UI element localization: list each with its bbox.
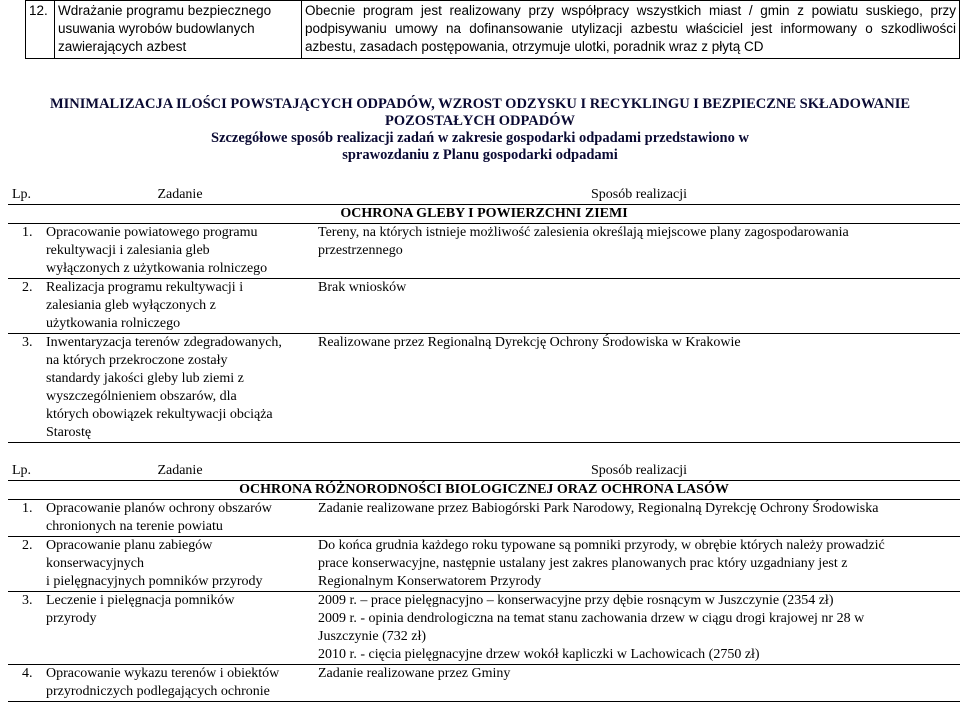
heading-line: sprawozdaniu z Planu gospodarki odpadami — [342, 147, 618, 163]
task-line: wyszczególnieniem obszarów, dla — [46, 389, 237, 404]
task-line: przyrody — [46, 611, 97, 626]
column-header-lp: Lp. — [8, 462, 46, 481]
task-line: Leczenie i pielęgnacja pomników — [46, 593, 235, 608]
method-cell — [314, 665, 960, 702]
method-line: 2009 r. - opinia dendrologiczna na temat stanu zachowania drzew w ciągu drogi krajowej nr 28 w — [318, 611, 865, 626]
method-cell — [314, 279, 960, 334]
table-row — [8, 665, 960, 702]
section-row — [8, 205, 960, 224]
method-line: Juszczynie (732 zł) — [318, 629, 427, 644]
method-cell — [314, 537, 960, 592]
method-cell — [314, 334, 960, 443]
column-header-method: Sposób realizacji — [314, 186, 960, 205]
table-row — [8, 500, 960, 537]
method-cell — [314, 224, 960, 279]
task-line: Starostę — [46, 425, 92, 440]
heading-line: Szczegółowe sposób realizacji zadań w zakresie gospodarki odpadami przedstawiono w — [211, 130, 749, 146]
task-cell: Wdrażanie programu bezpiecznego usuwania wyrobów budowlanych zawierających azbest — [55, 1, 302, 59]
task-cell — [46, 537, 314, 592]
task-line: na których przekroczone zostały — [46, 353, 228, 368]
task-line: Opracowanie powiatowego programu — [46, 225, 258, 240]
method-line: Zadanie realizowane przez Gminy — [318, 666, 511, 681]
row-number: 2. — [8, 537, 46, 592]
method-line: przestrzennego — [318, 243, 403, 258]
table-row — [8, 334, 960, 443]
method-line: 2010 r. - cięcia pielęgnacyjne drzew wokół kapliczki w Lachowicach (2750 zł) — [318, 647, 760, 662]
task-line: Inwentaryzacja terenów zdegradowanych, — [46, 335, 282, 350]
table-row — [26, 1, 960, 59]
table-row — [8, 537, 960, 592]
method-line: 2009 r. – prace pielęgnacyjno – konserwacyjne przy dębie rosnącym w Juszczynie (2354 zł) — [318, 593, 834, 608]
task-line: których obowiązek rekultywacji obciąża — [46, 407, 273, 422]
task-cell — [46, 279, 314, 334]
biodiversity-table — [8, 462, 960, 702]
column-header-lp: Lp. — [8, 186, 46, 205]
column-header-method: Sposób realizacji — [314, 462, 960, 481]
task-cell — [46, 592, 314, 665]
method-line: prace konserwacyjne, następnie ustalany jest zakres planowanych prac który uzgadniany jest z — [318, 556, 848, 571]
heading-line: MINIMALIZACJA ILOŚCI POWSTAJĄCYCH ODPADÓW, WZROST ODZYSKU I RECYKLINGU I BEZPIECZNE SKŁADOWANIE — [49, 96, 911, 112]
row-number: 4. — [8, 665, 46, 702]
section-row — [8, 481, 960, 500]
task-line: Opracowanie planów ochrony obszarów — [46, 501, 272, 516]
task-line: Opracowanie wykazu terenów i obiektów — [46, 666, 280, 681]
row-number: 1. — [8, 500, 46, 537]
task-cell — [46, 665, 314, 702]
task-line: Realizacja programu rekultywacji i — [46, 280, 244, 295]
task-line: wyłączonych z użytkowania rolniczego — [46, 261, 268, 276]
task-line: użytkowania rolniczego — [46, 316, 181, 331]
column-header-task: Zadanie — [46, 462, 314, 481]
section-title: OCHRONA GLEBY I POWIERZCHNI ZIEMI — [8, 205, 960, 224]
task-cell — [46, 334, 314, 443]
task-line: standardy jakości gleby lub ziemi z — [46, 371, 244, 386]
task-cell — [46, 224, 314, 279]
method-line: Brak wniosków — [318, 280, 407, 295]
row-number: 12. — [26, 1, 55, 59]
top-table — [25, 0, 960, 59]
method-line: Do końca grudnia każdego roku typowane są pomniki przyrody, w obrębie których należy prowadzić — [318, 538, 885, 553]
row-number: 3. — [8, 334, 46, 443]
method-cell — [314, 592, 960, 665]
table-row — [8, 592, 960, 665]
column-header-task: Zadanie — [46, 186, 314, 205]
method-line: Tereny, na których istnieje możliwość zalesienia określają miejscowe plany zagospodarowania — [318, 225, 849, 240]
table-header-row — [8, 186, 960, 205]
section-heading — [0, 96, 960, 164]
task-line: przyrodniczych podlegających ochronie — [46, 684, 270, 699]
section-title: OCHRONA RÓŻNORODNOŚCI BIOLOGICZNEJ ORAZ OCHRONA LASÓW — [8, 481, 960, 500]
table-header-row — [8, 462, 960, 481]
heading-line: POZOSTAŁYCH ODPADÓW — [385, 113, 575, 129]
method-line: Regionalnym Konserwatorem Przyrody — [318, 574, 542, 589]
row-number: 1. — [8, 224, 46, 279]
task-cell — [46, 500, 314, 537]
task-line: zalesiania gleb wyłączonych z — [46, 298, 216, 313]
description-cell: Obecnie program jest realizowany przy współpracy wszystkich miast / gmin z powiatu suskiego, przy podpisywaniu umowy na dofinansowanie utylizacji azbestu właściciel jest informowany o szkodliwości azbestu, zasadach postępowania, otrzymuje ulotki, poradnik wraz z płytą CD — [302, 1, 960, 59]
task-line: i pielęgnacyjnych pomników przyrody — [46, 574, 263, 589]
method-line: Zadanie realizowane przez Babiogórski Park Narodowy, Regionalną Dyrekcję Ochrony Środowiska — [318, 501, 879, 516]
method-line: Realizowane przez Regionalną Dyrekcję Ochrony Środowiska w Krakowie — [318, 335, 741, 350]
task-line: konserwacyjnych — [46, 556, 144, 571]
row-number: 2. — [8, 279, 46, 334]
table-row — [8, 224, 960, 279]
task-line: rekultywacji i zalesiania gleb — [46, 243, 210, 258]
task-line: chronionych na terenie powiatu — [46, 519, 223, 534]
table-row — [8, 279, 960, 334]
soil-protection-table — [8, 186, 960, 443]
method-cell — [314, 500, 960, 537]
task-line: Opracowanie planu zabiegów — [46, 538, 213, 553]
row-number: 3. — [8, 592, 46, 665]
